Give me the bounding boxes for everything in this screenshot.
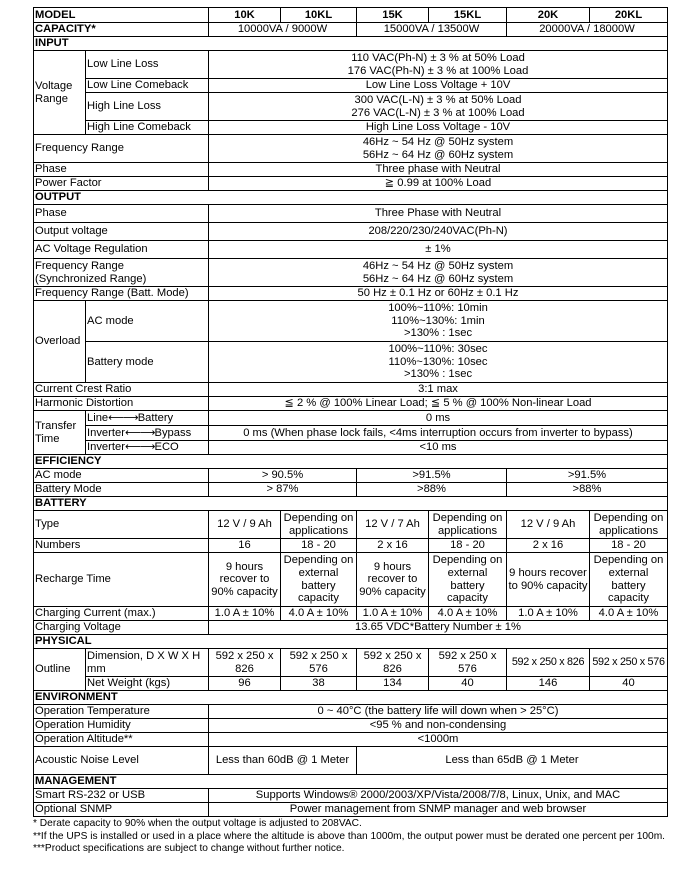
voltage-regulation-value: ± 1% <box>209 241 668 259</box>
inverter-label: Inverter <box>87 441 125 454</box>
model-10kl: 10KL <box>281 8 357 23</box>
high-line-loss-value <box>209 93 668 121</box>
battery-type-cell: Depending on applications <box>590 511 668 539</box>
dimension-cell: 592 x 250 x 576 <box>590 649 668 677</box>
value-line: 110%~130%: 10sec <box>388 355 488 368</box>
row-rs232 <box>34 789 668 803</box>
recharge-time-cell: Depending on external battery capacity <box>590 553 668 607</box>
row-operation-altitude <box>34 733 668 747</box>
row-efficiency-ac <box>34 469 668 483</box>
voltage-regulation-label: AC Voltage Regulation <box>34 241 209 259</box>
value-line: 110 VAC(Ph-N) ± 3 % at 50% Load <box>351 51 525 64</box>
row-transfer-inverter-eco <box>34 441 668 455</box>
charging-current-cell: 4.0 A ± 10% <box>590 607 668 621</box>
operation-humidity-value: <95 % and non-condensing <box>209 719 668 733</box>
charging-current-cell: 4.0 A ± 10% <box>281 607 357 621</box>
row-output-voltage <box>34 223 668 241</box>
ac-mode-label: AC mode <box>86 301 209 342</box>
harmonic-distortion-label: Harmonic Distortion <box>34 397 209 411</box>
net-weight-cell: 134 <box>357 677 429 691</box>
section-title: MANAGEMENT <box>34 775 668 789</box>
low-line-comeback-label: Low Line Comeback <box>86 79 209 93</box>
value-line: 46Hz ~ 54 Hz @ 50Hz system <box>362 259 514 272</box>
row-voltage-regulation <box>34 241 668 259</box>
low-line-comeback-value: Low Line Loss Voltage + 10V <box>209 79 668 93</box>
dimension-cell: 592 x 250 x 826 <box>209 649 281 677</box>
value-line: 100%~110%: 10min <box>388 302 488 315</box>
net-weight-cell: 40 <box>429 677 507 691</box>
recharge-time-cell: Depending on external battery capacity <box>429 553 507 607</box>
row-low-line-loss <box>34 51 668 79</box>
row-power-factor <box>34 177 668 191</box>
line-battery-label <box>86 411 209 426</box>
net-weight-cell: 96 <box>209 677 281 691</box>
row-acoustic-noise <box>34 747 668 775</box>
battery-numbers-cell: 18 - 20 <box>429 539 507 553</box>
efficiency-ac-20k: >91.5% <box>507 469 668 483</box>
recharge-time-cell: Depending on external battery capacity <box>281 553 357 607</box>
section-output <box>34 191 668 205</box>
row-low-line-comeback <box>34 79 668 93</box>
row-operation-temperature <box>34 705 668 719</box>
value-line: 300 VAC(L-N) ± 3 % at 50% Load <box>354 93 522 106</box>
section-input <box>34 37 668 51</box>
section-battery <box>34 497 668 511</box>
label-line: (Synchronized Range) <box>35 272 147 285</box>
model-row <box>34 8 668 23</box>
spec-sheet <box>33 7 667 856</box>
efficiency-battery-20k: >88% <box>507 483 668 497</box>
battery-mode-value <box>209 342 668 383</box>
model-20k: 20K <box>507 8 590 23</box>
operation-temperature-label: Operation Temperature <box>34 705 209 719</box>
row-efficiency-battery <box>34 483 668 497</box>
label-line: Frequency Range <box>35 259 124 272</box>
batt-frequency-value: 50 Hz ± 0.1 Hz or 60Hz ± 0.1 Hz <box>209 287 668 301</box>
transfer-inverter-eco-value: <10 ms <box>209 441 668 455</box>
row-sync-frequency <box>34 259 668 287</box>
acoustic-noise-other: Less than 65dB @ 1 Meter <box>357 747 668 775</box>
capacity-15k: 15000VA / 13500W <box>357 23 507 37</box>
battery-numbers-label: Numbers <box>34 539 209 553</box>
section-title: BATTERY <box>34 497 668 511</box>
input-frequency-value <box>209 135 668 163</box>
outline-label: Outline <box>34 649 86 691</box>
output-voltage-value: 208/220/230/240VAC(Ph-N) <box>209 223 668 241</box>
charging-current-cell: 1.0 A ± 10% <box>507 607 590 621</box>
efficiency-ac-15k: >91.5% <box>357 469 507 483</box>
row-transfer-line-battery <box>34 411 668 426</box>
inverter-bypass-label <box>86 426 209 441</box>
capacity-20k: 20000VA / 18000W <box>507 23 668 37</box>
spec-table <box>33 7 668 817</box>
row-recharge-time <box>34 553 668 607</box>
model-15k: 15K <box>357 8 429 23</box>
row-battery-numbers <box>34 539 668 553</box>
capacity-row <box>34 23 668 37</box>
net-weight-cell: 40 <box>590 677 668 691</box>
row-output-phase <box>34 205 668 223</box>
row-operation-humidity <box>34 719 668 733</box>
model-label: MODEL <box>34 8 209 23</box>
charging-current-cell: 4.0 A ± 10% <box>429 607 507 621</box>
efficiency-ac-10k: > 90.5% <box>209 469 357 483</box>
double-arrow-icon: ⟵⟶ <box>108 410 138 424</box>
battery-type-cell: 12 V / 7 Ah <box>357 511 429 539</box>
rs232-label: Smart RS-232 or USB <box>34 789 209 803</box>
recharge-time-cell: 9 hours recover to 90% capacity <box>209 553 281 607</box>
charging-voltage-value: 13.65 VDC*Battery Number ± 1% <box>209 621 668 635</box>
crest-ratio-label: Current Crest Ratio <box>34 383 209 397</box>
row-crest-ratio <box>34 383 668 397</box>
batt-frequency-label: Frequency Range (Batt. Mode) <box>34 287 209 301</box>
dimension-label: Dimension, D X W X H mm <box>86 649 209 677</box>
footnotes <box>33 818 667 856</box>
charging-voltage-label: Charging Voltage <box>34 621 209 635</box>
battery-type-label: Type <box>34 511 209 539</box>
section-environment <box>34 691 668 705</box>
input-frequency-label: Frequency Range <box>34 135 209 163</box>
overload-label: Overload <box>34 301 86 383</box>
bypass-label: Bypass <box>154 426 192 439</box>
double-arrow-icon: ⟵⟶ <box>124 440 155 454</box>
section-management <box>34 775 668 789</box>
battery-type-cell: Depending on applications <box>429 511 507 539</box>
ac-mode-value <box>209 301 668 342</box>
row-charging-current <box>34 607 668 621</box>
section-title: PHYSICAL <box>34 635 668 649</box>
efficiency-battery-15k: >88% <box>357 483 507 497</box>
net-weight-cell: 146 <box>507 677 590 691</box>
capacity-10k: 10000VA / 9000W <box>209 23 357 37</box>
row-harmonic-distortion <box>34 397 668 411</box>
dimension-cell: 592 x 250 x 576 <box>429 649 507 677</box>
snmp-value: Power management from SNMP manager and web browser <box>209 803 668 817</box>
inverter-eco-label <box>86 441 209 455</box>
value-line: 176 VAC(Ph-N) ± 3 % at 100% Load <box>347 64 529 77</box>
charging-current-label: Charging Current (max.) <box>34 607 209 621</box>
battery-label: Battery <box>137 411 174 424</box>
high-line-comeback-label: High Line Comeback <box>86 121 209 135</box>
model-20kl: 20KL <box>590 8 668 23</box>
capacity-label: CAPACITY* <box>34 23 209 37</box>
harmonic-distortion-value: ≦ 2 % @ 100% Linear Load; ≦ 5 % @ 100% Non-linear Load <box>209 397 668 411</box>
battery-type-cell: Depending on applications <box>281 511 357 539</box>
row-input-phase <box>34 163 668 177</box>
operation-altitude-label: Operation Altitude** <box>34 733 209 747</box>
double-arrow-icon: ⟵⟶ <box>124 425 155 439</box>
footnote: * Derate capacity to 90% when the output voltage is adjusted to 208VAC. <box>33 818 362 829</box>
charging-current-cell: 1.0 A ± 10% <box>209 607 281 621</box>
efficiency-battery-10k: > 87% <box>209 483 357 497</box>
eco-label: ECO <box>154 441 179 454</box>
operation-humidity-label: Operation Humidity <box>34 719 209 733</box>
transfer-time-label: Transfer Time <box>34 411 86 455</box>
section-title: ENVIRONMENT <box>34 691 668 705</box>
battery-numbers-cell: 18 - 20 <box>281 539 357 553</box>
row-input-frequency <box>34 135 668 163</box>
high-line-comeback-value: High Line Loss Voltage - 10V <box>209 121 668 135</box>
battery-type-cell: 12 V / 9 Ah <box>507 511 590 539</box>
high-line-loss-label: High Line Loss <box>86 93 209 121</box>
transfer-inverter-bypass-value: 0 ms (When phase lock fails, <4ms interruption occurs from inverter to bypass) <box>209 426 668 441</box>
crest-ratio-value: 3:1 max <box>209 383 668 397</box>
input-phase-value: Three phase with Neutral <box>209 163 668 177</box>
value-line: 100%~110%: 30sec <box>388 343 488 356</box>
section-physical <box>34 635 668 649</box>
voltage-range-label: Voltage Range <box>34 51 86 135</box>
value-line: 56Hz ~ 64 Hz @ 60Hz system <box>362 272 514 285</box>
inverter-label: Inverter <box>87 426 125 439</box>
row-dimension <box>34 649 668 677</box>
value-line: 46Hz ~ 54 Hz @ 50Hz system <box>362 135 514 148</box>
low-line-loss-label: Low Line Loss <box>86 51 209 79</box>
dimension-cell: 592 x 250 x 576 <box>281 649 357 677</box>
value-line: >130% : 1sec <box>403 327 473 340</box>
power-factor-label: Power Factor <box>34 177 209 191</box>
battery-type-cell: 12 V / 9 Ah <box>209 511 281 539</box>
row-batt-frequency <box>34 287 668 301</box>
battery-numbers-cell: 2 x 16 <box>507 539 590 553</box>
output-phase-value: Three Phase with Neutral <box>209 205 668 223</box>
section-efficiency <box>34 455 668 469</box>
row-battery-type <box>34 511 668 539</box>
dimension-cell: 592 x 250 x 826 <box>507 649 590 677</box>
acoustic-noise-10k: Less than 60dB @ 1 Meter <box>209 747 357 775</box>
line-label: Line <box>87 411 109 424</box>
snmp-label: Optional SNMP <box>34 803 209 817</box>
input-phase-label: Phase <box>34 163 209 177</box>
battery-numbers-cell: 16 <box>209 539 281 553</box>
row-overload-ac <box>34 301 668 342</box>
recharge-time-cell: 9 hours recover to 90% capacity <box>357 553 429 607</box>
value-line: 110%~130%: 1min <box>391 314 485 327</box>
row-net-weight <box>34 677 668 691</box>
row-high-line-comeback <box>34 121 668 135</box>
operation-temperature-value: 0 ~ 40°C (the battery life will down when > 25°C) <box>209 705 668 719</box>
net-weight-label: Net Weight (kgs) <box>86 677 209 691</box>
model-10k: 10K <box>209 8 281 23</box>
dimension-cell: 592 x 250 x 826 <box>357 649 429 677</box>
transfer-line-battery-value: 0 ms <box>209 411 668 426</box>
rs232-value: Supports Windows® 2000/2003/XP/Vista/2008/7/8, Linux, Unix, and MAC <box>209 789 668 803</box>
value-line: 56Hz ~ 64 Hz @ 60Hz system <box>362 148 514 161</box>
row-high-line-loss <box>34 93 668 121</box>
acoustic-noise-label: Acoustic Noise Level <box>34 747 209 775</box>
battery-mode-label: Battery mode <box>86 342 209 383</box>
model-15kl: 15KL <box>429 8 507 23</box>
section-title: EFFICIENCY <box>34 455 668 469</box>
row-charging-voltage <box>34 621 668 635</box>
efficiency-battery-label: Battery Mode <box>34 483 209 497</box>
operation-altitude-value: <1000m <box>209 733 668 747</box>
net-weight-cell: 38 <box>281 677 357 691</box>
power-factor-value: ≧ 0.99 at 100% Load <box>209 177 668 191</box>
battery-numbers-cell: 2 x 16 <box>357 539 429 553</box>
value-line: >130% : 1sec <box>403 368 473 381</box>
recharge-time-label: Recharge Time <box>34 553 209 607</box>
output-voltage-label: Output voltage <box>34 223 209 241</box>
efficiency-ac-label: AC mode <box>34 469 209 483</box>
footnote: ***Product specifications are subject to change without further notice. <box>33 843 345 855</box>
sync-frequency-label <box>34 259 209 287</box>
row-overload-battery <box>34 342 668 383</box>
footnote: **If the UPS is installed or used in a place where the altitude is above than 1000m, the output power must be derated one percent per 100m. <box>33 830 666 842</box>
row-transfer-inverter-bypass <box>34 426 668 441</box>
battery-numbers-cell: 18 - 20 <box>590 539 668 553</box>
charging-current-cell: 1.0 A ± 10% <box>357 607 429 621</box>
recharge-time-cell: 9 hours recover to 90% capacity <box>507 553 590 607</box>
low-line-loss-value <box>209 51 668 79</box>
section-title: INPUT <box>34 37 668 51</box>
sync-frequency-value <box>209 259 668 287</box>
section-title: OUTPUT <box>34 191 668 205</box>
row-snmp <box>34 803 668 817</box>
value-line: 276 VAC(L-N) ± 3 % at 100% Load <box>351 106 525 119</box>
output-phase-label: Phase <box>34 205 209 223</box>
